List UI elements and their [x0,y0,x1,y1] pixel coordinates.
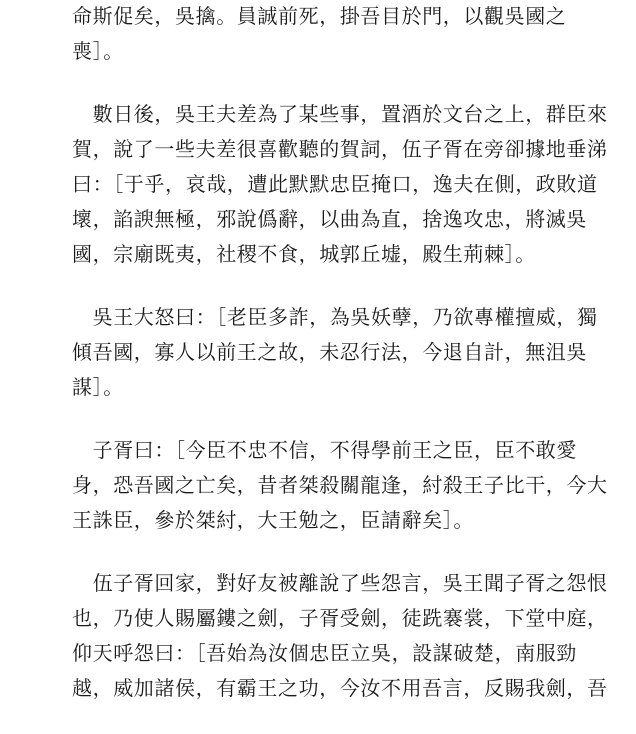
paragraph-5 [72,566,608,706]
text-line: 身，恐吾國之亡矣，昔者桀殺關龍逢，紂殺王子比干，今大 [72,473,608,497]
text-line: 伍子胥回家，對好友被離說了些怨言，吳王聞子胥之怨恨 [72,571,608,595]
text-line: 吳王大怒曰：［老臣多詐，為吳妖孽，乃欲專權擅威，獨 [72,305,598,329]
text-line: 國，宗廟既夷，社稷不食，城郭丘墟，殿生荊棘］。 [72,242,536,266]
paragraph-1 [72,0,568,69]
text-line: 越，威加諸侯，有霸王之功，今汝不用吾言，反賜我劍，吾 [72,676,608,700]
text-line: 喪］。 [72,39,124,63]
text-line: 傾吾國，寡人以前王之故，未忍行法，今退自計，無沮吳 [72,340,587,364]
text-line: 謀］。 [72,375,124,399]
text-line: 數日後，吳王夫差為了某些事，置酒於文台之上，群臣來 [72,102,608,126]
paragraph-2 [72,97,608,272]
text-line: 壞，諂諛無極，邪說僞辭，以曲為直，捨逸攻忠，將滅吳 [72,207,587,231]
text-line: 命斯促矣，吳擒。員誠前死，掛吾目於門，以觀吳國之 [72,4,567,28]
text-line: 仰天呼怨曰：［吾始為汝個忠臣立吳，設謀破楚，南服勁 [72,641,577,665]
paragraph-3 [72,300,598,405]
text-column [72,0,608,734]
text-line: 子胥曰：［今臣不忠不信，不得學前王之臣，臣不敢愛 [72,438,577,462]
text-line: 賀，說了一些夫差很喜歡聽的賀詞，伍子胥在旁卻據地垂涕 [72,137,608,161]
text-line: 王誅臣，參於桀紂，大王勉之，臣請辭矣］。 [72,508,474,532]
text-line: 也，乃使人賜屬鏤之劍，子胥受劍，徒跣褰裳，下堂中庭， [72,606,608,630]
paragraph-4 [72,433,608,538]
text-line: 曰：［于乎，哀哉，遭此默默忠臣掩口，逸夫在側，政敗道 [72,172,598,196]
